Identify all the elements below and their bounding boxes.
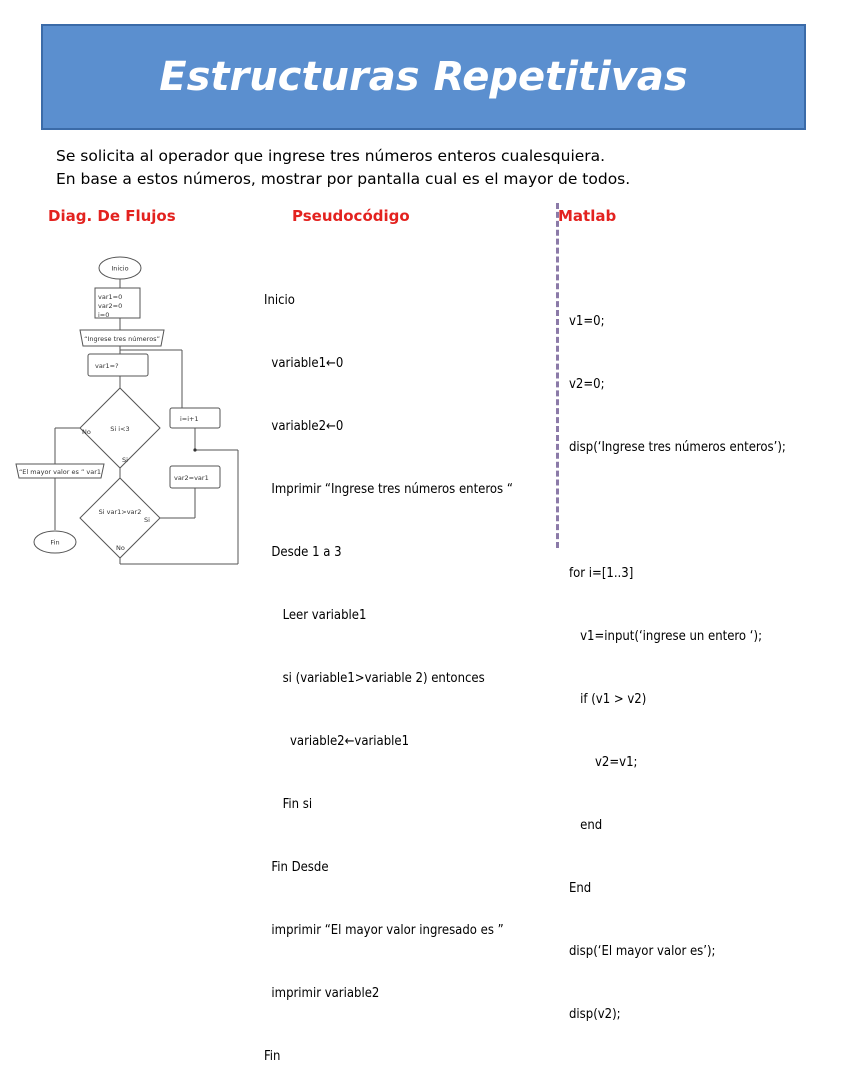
flow-decision-loop-yes: Si xyxy=(122,456,128,464)
flow-increment-label: i=i+1 xyxy=(180,415,199,423)
pseudocode-line: variable1←0 xyxy=(264,356,344,371)
pseudocode-line: variable2←variable1 xyxy=(264,734,410,749)
flow-decision-compare-label: Si var1>var2 xyxy=(98,508,142,516)
page-title: Estructuras Repetitivas xyxy=(159,54,688,100)
matlab-line xyxy=(569,500,786,521)
column-divider xyxy=(556,203,559,548)
matlab-line: disp(‘Ingrese tres números enteros’); xyxy=(569,440,786,455)
pseudocode-line: Fin si xyxy=(264,797,313,812)
pseudocode-line: Desde 1 a 3 xyxy=(264,545,342,560)
flow-init-line: var1=0 xyxy=(98,293,123,301)
matlab-line: v2=v1; xyxy=(569,755,638,770)
matlab-line: end xyxy=(569,818,603,833)
matlab-line: v1=input(‘ingrese un entero ‘); xyxy=(569,629,763,644)
pseudocode-heading: Pseudocódigo xyxy=(292,207,410,225)
flow-init-line: var2=0 xyxy=(98,302,123,310)
matlab-line: disp(v2); xyxy=(569,1007,621,1022)
pseudocode-line: si (variable1>variable 2) entonces xyxy=(264,671,485,686)
problem-statement xyxy=(56,145,630,191)
intro-line-1: Se solicita al operador que ingrese tres números enteros cualesquiera. xyxy=(56,147,606,165)
flow-assign-label: var2=var1 xyxy=(174,474,209,482)
intro-line-2: En base a estos números, mostrar por pantalla cual es el mayor de todos. xyxy=(56,170,631,188)
pseudocode-line: Fin Desde xyxy=(264,860,329,875)
matlab-line: for i=[1..3] xyxy=(569,566,634,581)
flow-decision-loop-no: No xyxy=(82,428,91,436)
pseudocode-line: Imprimir “Ingrese tres números enteros “ xyxy=(264,482,513,497)
matlab-line: disp(‘El mayor valor es’); xyxy=(569,944,716,959)
matlab-heading: Matlab xyxy=(558,207,617,225)
matlab-line: v1=0; xyxy=(569,314,605,329)
title-banner xyxy=(41,24,806,130)
flow-decision-compare-no: No xyxy=(116,544,125,552)
matlab-line: if (v1 > v2) xyxy=(569,692,647,707)
flow-start-label: Inicio xyxy=(111,264,129,273)
flowchart-heading: Diag. De Flujos xyxy=(48,207,176,225)
pseudocode-line: imprimir “El mayor valor ingresado es ” xyxy=(264,923,504,938)
flow-junction xyxy=(193,448,196,451)
flow-init-line: i=0 xyxy=(98,311,110,319)
flow-read-label: var1=? xyxy=(95,362,119,370)
pseudocode-block xyxy=(264,248,513,1088)
matlab-line: v2=0; xyxy=(569,377,605,392)
flowchart xyxy=(10,248,250,570)
flow-decision-compare-yes: Si xyxy=(144,516,150,524)
matlab-block xyxy=(569,269,786,1046)
pseudocode-line: variable2←0 xyxy=(264,419,344,434)
pseudocode-line: imprimir variable2 xyxy=(264,986,380,1001)
pseudocode-line: Fin xyxy=(264,1049,281,1064)
pseudocode-line: Leer variable1 xyxy=(264,608,367,623)
pseudocode-line: Inicio xyxy=(264,293,295,308)
flow-decision-loop-label: Si i<3 xyxy=(110,425,130,433)
flow-prompt-label: “Ingrese tres números” xyxy=(84,335,160,343)
flow-output-label: “El mayor valor es ” var1 xyxy=(18,468,102,476)
flow-end-label: Fin xyxy=(50,538,60,547)
matlab-line: End xyxy=(569,881,592,896)
